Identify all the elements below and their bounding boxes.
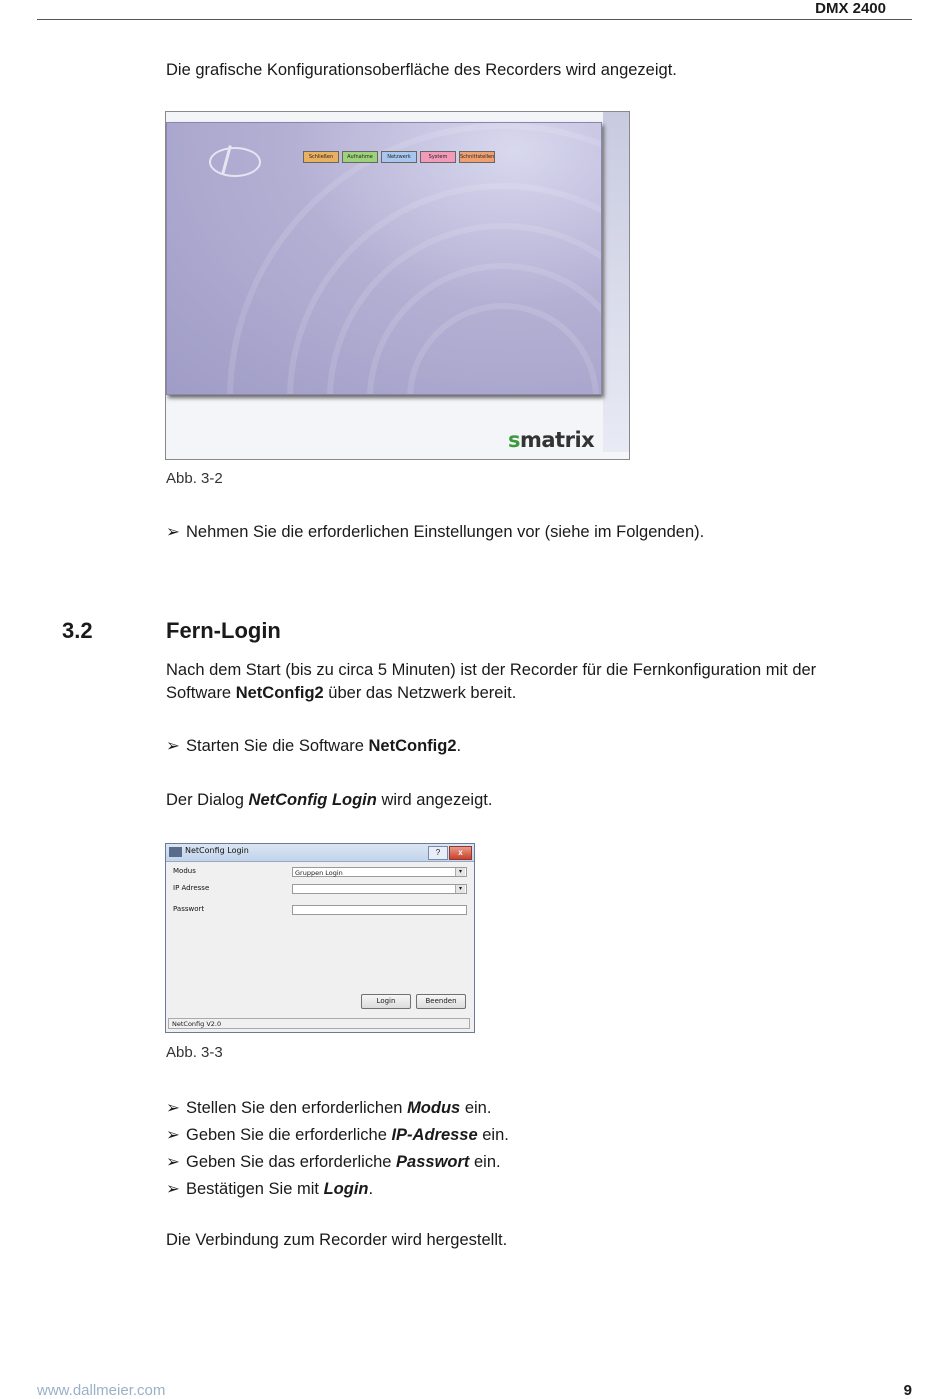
section-title: Fern-Login	[166, 618, 281, 643]
figure1-caption: Abb. 3-2	[166, 470, 223, 487]
result-paragraph: Die Verbindung zum Recorder wird hergestellt.	[166, 1231, 508, 1249]
toolbar-button-system[interactable]: System	[420, 151, 456, 163]
instruction-start-software: ➢ Starten Sie die Software NetConfig2.	[166, 735, 461, 758]
dialog-titlebar	[166, 844, 474, 862]
section-paragraph: Nach dem Start (bis zu circa 5 Minuten) ist der Recorder für die Fernkonfiguration mit der Software NetConfig2 über das Netzwerk bereit.	[166, 661, 817, 702]
toolbar-button-interfaces[interactable]: Schnittstellen	[459, 151, 495, 163]
smatrix-logo: smatrix	[508, 428, 595, 452]
document-title: DMX 2400	[815, 0, 886, 17]
instruction-settings: ➢ Nehmen Sie die erforderlichen Einstellungen vor (siehe im Folgenden).	[166, 521, 704, 544]
intro-paragraph: Die grafische Konfigurationsoberfläche des Recorders wird angezeigt.	[166, 61, 677, 79]
toolbar-button-recording[interactable]: Aufnahme	[342, 151, 378, 163]
list-item: ➢ Stellen Sie den erforderlichen Modus ein.	[166, 1095, 509, 1122]
bullet-arrow-icon: ➢	[166, 1099, 180, 1117]
figure2-caption: Abb. 3-3	[166, 1044, 223, 1061]
password-field[interactable]	[292, 905, 467, 915]
dialog-shown-paragraph: Der Dialog NetConfig Login wird angezeigt.	[166, 791, 493, 809]
chevron-down-icon[interactable]: ▾	[455, 885, 465, 893]
quit-button[interactable]: Beenden	[416, 994, 466, 1009]
steps-list	[166, 1095, 509, 1203]
toolbar-button-network[interactable]: Netzwerk	[381, 151, 417, 163]
section-number: 3.2	[62, 618, 93, 643]
chevron-down-icon[interactable]: ▾	[455, 868, 465, 876]
netconfig-login-dialog	[165, 843, 475, 1033]
list-item: ➢ Bestätigen Sie mit Login.	[166, 1176, 509, 1203]
toolbar-button-close[interactable]: Schließen	[303, 151, 339, 163]
list-item: ➢ Geben Sie die erforderliche IP-Adresse ein.	[166, 1122, 509, 1149]
bullet-arrow-icon: ➢	[166, 523, 180, 541]
footer-url-link[interactable]: www.dallmeier.com	[37, 1382, 166, 1399]
ip-address-select[interactable]	[292, 884, 467, 894]
config-ui-screenshot	[165, 111, 630, 460]
login-button[interactable]: Login	[361, 994, 411, 1009]
ip-address-label: IP Adresse	[173, 884, 210, 892]
bullet-arrow-icon: ➢	[166, 1153, 180, 1171]
header-rule	[37, 19, 912, 20]
close-button[interactable]: x	[449, 846, 472, 860]
status-bar: NetConfig V2.0	[168, 1018, 470, 1029]
bullet-arrow-icon: ➢	[166, 1126, 180, 1144]
screenshot-side-strip	[603, 112, 629, 452]
config-panel	[166, 122, 602, 395]
dialog-title: NetConfig Login	[185, 846, 249, 855]
page-number: 9	[903, 1382, 912, 1399]
modus-label: Modus	[173, 867, 196, 875]
help-button[interactable]: ?	[428, 846, 448, 860]
list-item: ➢ Geben Sie das erforderliche Passwort ein.	[166, 1149, 509, 1176]
bullet-arrow-icon: ➢	[166, 1180, 180, 1198]
dallmeier-logo-icon	[209, 147, 261, 177]
password-label: Passwort	[173, 905, 205, 913]
modus-select[interactable]: Gruppen Login ▾	[292, 867, 467, 877]
bullet-arrow-icon: ➢	[166, 737, 180, 755]
app-icon	[169, 847, 182, 857]
